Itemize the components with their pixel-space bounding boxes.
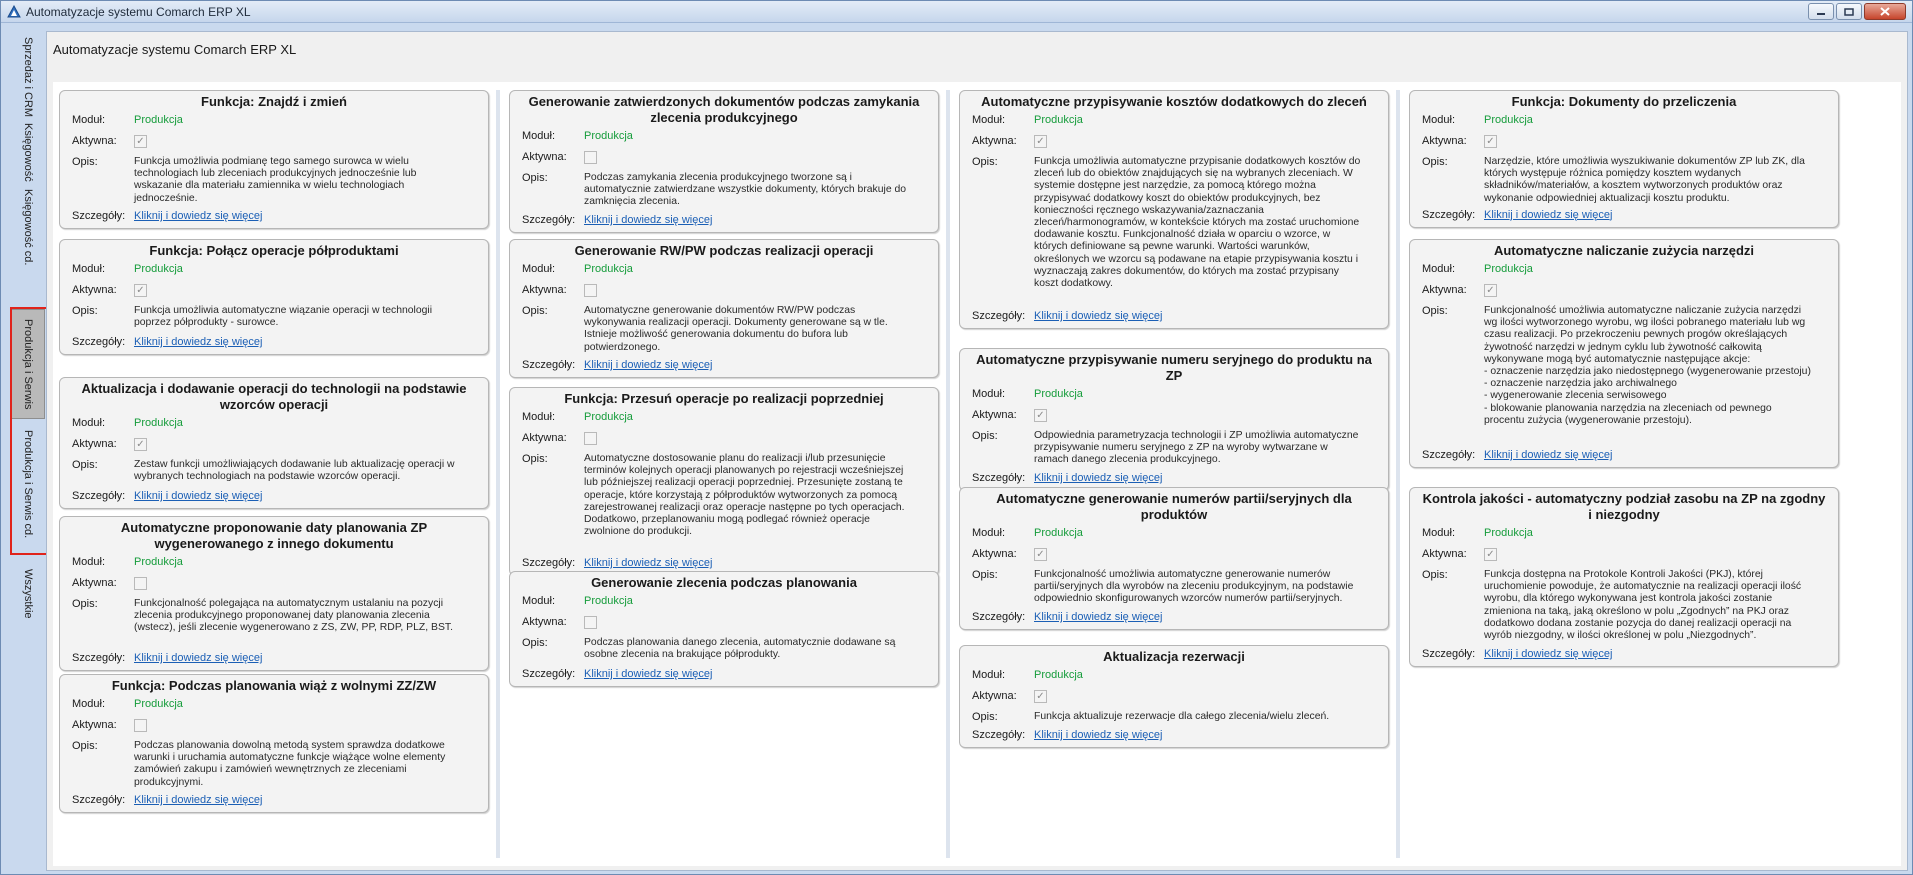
details-label: Szczegóły:: [72, 794, 126, 806]
module-value: Produkcja: [1484, 527, 1533, 539]
automation-card: [1409, 90, 1839, 228]
module-label: Moduł:: [522, 411, 556, 423]
active-checkbox[interactable]: ✓: [1034, 409, 1047, 422]
tab-label: Wszystkie: [22, 569, 34, 619]
card-title: Generowanie zlecenia podczas planowania: [591, 575, 857, 590]
description-label: Opis:: [72, 459, 98, 471]
active-label: Aktywna:: [72, 284, 117, 296]
details-link[interactable]: Kliknij i dowiedz się więcej: [1034, 729, 1163, 741]
description-label: Opis:: [522, 637, 548, 649]
module-value: Produkcja: [134, 556, 183, 568]
details-label: Szczegóły:: [972, 472, 1026, 484]
module-label: Moduł:: [1422, 263, 1456, 275]
details-link[interactable]: Kliknij i dowiedz się więcej: [1034, 611, 1163, 623]
active-checkbox[interactable]: [584, 151, 597, 164]
window-controls: [1808, 3, 1906, 20]
close-icon: [1880, 7, 1890, 16]
description-label: Opis:: [72, 740, 98, 752]
active-label: Aktywna:: [972, 409, 1017, 421]
details-link[interactable]: Kliknij i dowiedz się więcej: [584, 557, 713, 569]
details-link[interactable]: Kliknij i dowiedz się więcej: [1034, 472, 1163, 484]
module-label: Moduł:: [72, 698, 106, 710]
automation-card: [59, 674, 489, 813]
main-panel: [46, 31, 1908, 871]
description-text: Automatyczne dostosowanie planu do realizacji i/lub przesunięcie terminów kolejnych operacji planowanych po rejestracji wcześniejszej lub późniejszej realizacji operacji poprzedniej. Przesunięte zostaną te operacje, które korzystają z półproduktów wytworzonych za pomocą zarejestrowanej realizacji oraz operacje następne po tych operacjach. Dodatkowo, przeplanowaniu mogą podlegać również operacje zwolnione do produkcji.: [584, 453, 905, 538]
description-text: Funkcja umożliwia podmianę tego samego surowca w wielu technologiach lub zleceniach produkcyjnych jednocześnie lub wskazanie dla materiału zamiennika w wielu technologiach jednocześnie.: [134, 156, 417, 204]
active-label: Aktywna:: [522, 151, 567, 163]
automation-card: [959, 487, 1389, 630]
description-label: Opis:: [972, 156, 998, 168]
description-label: Opis:: [1422, 156, 1448, 168]
tab-ksiegowosc-cd[interactable]: [11, 187, 45, 267]
active-label: Aktywna:: [522, 432, 567, 444]
app-icon: [7, 5, 21, 19]
details-label: Szczegóły:: [1422, 208, 1476, 221]
description-label: Opis:: [972, 430, 998, 442]
description-text: Funkcja aktualizuje rezerwacje dla całego zlecenia/wielu zleceń.: [1034, 711, 1330, 722]
active-checkbox[interactable]: ✓: [1484, 548, 1497, 561]
module-value: Produkcja: [584, 411, 633, 423]
minimize-icon: [1816, 8, 1826, 16]
module-label: Moduł:: [72, 417, 106, 429]
tab-label: Księgowość cd.: [22, 188, 34, 266]
module-label: Moduł:: [972, 114, 1006, 126]
tab-label: Sprzedaż i CRM: [22, 36, 34, 118]
active-checkbox[interactable]: ✓: [134, 284, 147, 297]
module-label: Moduł:: [972, 527, 1006, 539]
active-checkbox[interactable]: ✓: [1034, 548, 1047, 561]
tab-label: Księgowość: [22, 122, 34, 182]
active-checkbox[interactable]: ✓: [134, 438, 147, 451]
module-value: Produkcja: [1034, 114, 1083, 126]
automation-card: [59, 377, 489, 509]
active-label: Aktywna:: [72, 577, 117, 589]
card-title: Funkcja: Przesuń operacje po realizacji poprzedniej: [564, 391, 884, 406]
module-value: Produkcja: [134, 417, 183, 429]
details-label: Szczegóły:: [72, 490, 126, 502]
details-link[interactable]: Kliknij i dowiedz się więcej: [134, 794, 263, 806]
details-label: Szczegóły:: [1422, 648, 1476, 660]
active-checkbox[interactable]: [584, 284, 597, 297]
description-label: Opis:: [1422, 305, 1448, 317]
description-label: Opis:: [522, 305, 548, 317]
active-checkbox[interactable]: [134, 719, 147, 732]
close-button[interactable]: [1864, 3, 1906, 20]
details-link[interactable]: Kliknij i dowiedz się więcej: [134, 490, 263, 502]
active-checkbox[interactable]: [584, 432, 597, 445]
details-link[interactable]: Kliknij i dowiedz się więcej: [134, 336, 263, 348]
card-title: Automatyczne naliczanie zużycia narzędzi: [1493, 243, 1755, 258]
description-label: Opis:: [1422, 569, 1448, 581]
module-label: Moduł:: [1422, 527, 1456, 539]
module-label: Moduł:: [72, 556, 106, 568]
description-text: Funkcjonalność umożliwia automatyczne naliczanie zużycia narzędzi wg ilości wytworzonego wyrobu, wg ilości pobranego materiału lub wg czasu realizacji. Po przekroczeniu pewnych progów określających żywotność narzędzi w jednym cyklu lub żywotność całkowitą wykonywane mogą być automatycznie następujące akcje: - oznaczenie narzędzia jako niedostępnego (wygenerowanie przestoju) - oznaczenie narzędzia jako archiwalnego - wygenerowanie zlecenia serwisowego - blokowanie planowania narzędzia na zleceniach od pewnego procentu zużycia (wygenerowanie przestoju).: [1484, 305, 1811, 426]
details-label: Szczegóły:: [522, 668, 576, 680]
details-label: Szczegóły:: [972, 310, 1026, 322]
active-label: Aktywna:: [1422, 548, 1467, 560]
tab-wszystkie[interactable]: [11, 559, 45, 629]
description-label: Opis:: [72, 598, 98, 610]
maximize-icon: [1844, 8, 1854, 16]
card-title: Funkcja: Połącz operacje półproduktami: [149, 243, 399, 258]
active-checkbox[interactable]: [134, 577, 147, 590]
card-title: Funkcja: Dokumenty do przeliczenia: [1511, 94, 1737, 109]
automation-card: [509, 571, 939, 687]
card-title: Generowanie RW/PW podczas realizacji operacji: [574, 243, 874, 258]
details-label: Szczegóły:: [72, 210, 126, 222]
details-link[interactable]: Kliknij i dowiedz się więcej: [1484, 648, 1613, 660]
automation-card: [59, 239, 489, 355]
card-title: Funkcja: Znajdź i zmień: [201, 94, 347, 109]
automation-card: [1409, 239, 1839, 468]
details-label: Szczegóły:: [972, 729, 1026, 741]
details-label: Szczegóły:: [1422, 449, 1476, 461]
active-checkbox[interactable]: [584, 616, 597, 629]
active-label: Aktywna:: [972, 135, 1017, 147]
active-label: Aktywna:: [72, 438, 117, 450]
description-label: Opis:: [972, 711, 998, 723]
module-value: Produkcja: [1034, 388, 1083, 400]
details-label: Szczegóły:: [72, 336, 126, 348]
details-label: Szczegóły:: [72, 652, 126, 664]
details-link[interactable]: Kliknij i dowiedz się więcej: [134, 652, 263, 664]
module-value: Produkcja: [134, 263, 183, 275]
description-text: Odpowiednia parametryzacja technologii i ZP umożliwia automatyczne przypisywanie numeru seryjnego z ZP na wyroby wytwarzane w ramach danego zlecenia produkcyjnego.: [1034, 430, 1359, 466]
column-separator: [946, 90, 950, 858]
details-link[interactable]: Kliknij i dowiedz się więcej: [584, 359, 713, 371]
active-label: Aktywna:: [1422, 135, 1467, 147]
details-link[interactable]: Kliknij i dowiedz się więcej: [1484, 208, 1613, 221]
maximize-button[interactable]: [1836, 3, 1862, 20]
automation-card: [959, 90, 1389, 329]
tab-label: Produkcja i Serwis cd.: [22, 429, 34, 539]
details-label: Szczegóły:: [522, 557, 576, 569]
title-bar[interactable]: [1, 1, 1912, 23]
active-label: Aktywna:: [522, 616, 567, 628]
card-title: Funkcja: Podczas planowania wiąż z wolnymi ZZ/ZW: [111, 678, 437, 693]
module-label: Moduł:: [72, 263, 106, 275]
module-value: Produkcja: [1034, 527, 1083, 539]
module-label: Moduł:: [1422, 114, 1456, 126]
description-text: Funkcja umożliwia automatyczne przypisanie dodatkowych kosztów do zleceń lub do obiektów znajdujących się na wybranych zleceniach. W systemie dostępne jest narzędzie, za pomocą którego można przypisywać dodatkowy koszt do obiektów produkcyjnych, bez konieczności ręcznego wskazywania/zaznaczania zleceń/harmonogramów, w kontekście których ma zostać uruchomione dodawanie kosztu. Funkcjonalność działa w oparciu o wzorce, w których definiowane są pewne warunki. Wartości warunków, określonych we wzorcu są podawane na etapie przypisywania kosztu i wyznaczają zakres dokumentów, do których ma zostać przypisany koszt dodatkowy.: [1034, 156, 1361, 290]
module-label: Moduł:: [972, 388, 1006, 400]
details-link[interactable]: Kliknij i dowiedz się więcej: [1484, 449, 1613, 461]
active-checkbox[interactable]: ✓: [134, 135, 147, 148]
column-separator: [496, 90, 500, 858]
automation-card: [959, 645, 1389, 748]
column-separator: [1396, 90, 1400, 858]
active-checkbox[interactable]: ✓: [1034, 690, 1047, 703]
page-title: Automatyzacje systemu Comarch ERP XL: [53, 42, 297, 57]
module-value: Produkcja: [134, 114, 183, 126]
card-title: Automatyczne przypisywanie kosztów dodatkowych do zleceń: [981, 94, 1367, 109]
details-link[interactable]: Kliknij i dowiedz się więcej: [584, 214, 713, 226]
module-label: Moduł:: [972, 669, 1006, 681]
automation-grid: [53, 82, 1901, 866]
description-text: Podczas planowania dowolną metodą system sprawdza dodatkowe warunki i uruchamia automatyczne funkcje wiążące wolne elementy zamówień zakupu i zamówień wewnętrznych ze zleceniami produkcyjnymi.: [134, 740, 446, 788]
description-text: Funkcja dostępna na Protokole Kontroli Jakości (PKJ), której uruchomienie powoduje, że automatycznie na realizacji operacji ilość wyrobu, dla którego wykonywana jest kontrola jakości zostanie zmieniona na taką, jaką określono w polu „Zgodnych” na PKJ oraz dodatkowo dodana zostanie pozycja do danej realizacji operacji na wyrób niezgodny, w ilości określonej w polu „Niezgodnych”.: [1484, 569, 1802, 642]
card-title: Kontrola jakości - automatyczny podział zasobu na ZP na zgodny i niezgodny: [1422, 491, 1826, 522]
automation-card: [59, 516, 489, 671]
module-value: Produkcja: [1034, 669, 1083, 681]
active-checkbox[interactable]: ✓: [1034, 135, 1047, 148]
description-label: Opis:: [522, 172, 548, 184]
tab-sprzedaz-crm[interactable]: [11, 37, 45, 117]
description-text: Funkcjonalność umożliwia automatyczne generowanie numerów partii/seryjnych dla wyrobów na zleceniu produkcyjnym, na podstawie odpowiednio skonfigurowanych wzorców numerów partii/seryjnych.: [1034, 569, 1354, 605]
active-label: Aktywna:: [1422, 284, 1467, 296]
description-text: Narzędzie, które umożliwia wyszukiwanie dokumentów ZP lub ZK, dla których występuje różnica pomiędzy kosztem wydanych składników/materiałów, a kosztem wytworzonych produktów oraz wykonanie odpowiedniej aktualizacji kosztu produktu.: [1484, 156, 1805, 204]
details-link[interactable]: Kliknij i dowiedz się więcej: [1034, 310, 1163, 322]
description-text: Funkcja umożliwia automatyczne wiązanie operacji w technologii poprzez półprodukty - surowce.: [134, 305, 433, 329]
active-label: Aktywna:: [72, 135, 117, 147]
details-link[interactable]: Kliknij i dowiedz się więcej: [134, 210, 263, 222]
description-label: Opis:: [72, 156, 98, 168]
active-label: Aktywna:: [72, 719, 117, 731]
description-text: Zestaw funkcji umożliwiających dodawanie lub aktualizację operacji w wybranych technologiach na podstawie wzorców operacji.: [134, 459, 455, 483]
active-label: Aktywna:: [522, 284, 567, 296]
description-label: Opis:: [72, 305, 98, 317]
module-label: Moduł:: [522, 130, 556, 142]
minimize-button[interactable]: [1808, 3, 1834, 20]
description-text: Funkcjonalność polegająca na automatycznym ustalaniu na pozycji zlecenia produkcyjnego proponowanej daty planowania zlecenia (wstecz), jeśli zlecenie wygenerowano z ZS, ZW, PP, RDP, PLZ, BST.: [134, 598, 453, 634]
automation-card: [959, 348, 1389, 491]
module-label: Moduł:: [72, 114, 106, 126]
details-link[interactable]: Kliknij i dowiedz się więcej: [584, 668, 713, 680]
automation-card: [509, 387, 939, 576]
card-title: Automatyczne generowanie numerów partii/seryjnych dla produktów: [996, 491, 1352, 522]
card-title: Aktualizacja i dodawanie operacji do technologii na podstawie wzorców operacji: [81, 381, 467, 412]
module-value: Produkcja: [1484, 263, 1533, 275]
details-label: Szczegóły:: [972, 611, 1026, 623]
active-checkbox[interactable]: ✓: [1484, 284, 1497, 297]
description-text: Podczas planowania danego zlecenia, automatycznie dodawane są osobne zlecenia na brakujące półprodukty.: [584, 637, 896, 661]
tab-label: Produkcja i Serwis: [22, 318, 34, 410]
card-title: Automatyczne przypisywanie numeru seryjnego do produktu na ZP: [976, 352, 1372, 383]
tab-ksiegowosc[interactable]: [11, 117, 45, 187]
details-label: Szczegóły:: [522, 359, 576, 371]
module-value: Produkcja: [584, 263, 633, 275]
module-label: Moduł:: [522, 595, 556, 607]
module-value: Produkcja: [1484, 114, 1533, 126]
module-value: Produkcja: [134, 698, 183, 710]
active-checkbox[interactable]: ✓: [1484, 135, 1497, 148]
active-label: Aktywna:: [972, 690, 1017, 702]
card-title: Generowanie zatwierdzonych dokumentów podczas zamykania zlecenia produkcyjnego: [528, 94, 920, 125]
card-title: Automatyczne proponowanie daty planowania ZP wygenerowanego z innego dokumentu: [120, 520, 428, 551]
automation-card: [509, 90, 939, 233]
automation-card: [509, 239, 939, 378]
automation-card: [59, 90, 489, 229]
module-label: Moduł:: [522, 263, 556, 275]
details-label: Szczegóły:: [522, 214, 576, 226]
description-label: Opis:: [972, 569, 998, 581]
description-text: Podczas zamykania zlecenia produkcyjnego tworzone są i automatycznie zatwierdzane wszystkie dokumenty, których brakuje do zamknięcia zlecenia.: [584, 172, 907, 208]
automation-card: [1409, 487, 1839, 667]
module-value: Produkcja: [584, 130, 633, 142]
active-label: Aktywna:: [972, 548, 1017, 560]
description-text: Automatyczne generowanie dokumentów RW/PW podczas wykonywania realizacji operacji. Dokumenty generowane są w tle. Istnieje możliwość generowania dokumentu do bufora lub potwierdzonego.: [584, 305, 888, 353]
description-label: Opis:: [522, 453, 548, 465]
window-title: Automatyzacje systemu Comarch ERP XL: [26, 4, 251, 19]
module-value: Produkcja: [584, 595, 633, 607]
card-title: Aktualizacja rezerwacji: [1103, 649, 1245, 664]
